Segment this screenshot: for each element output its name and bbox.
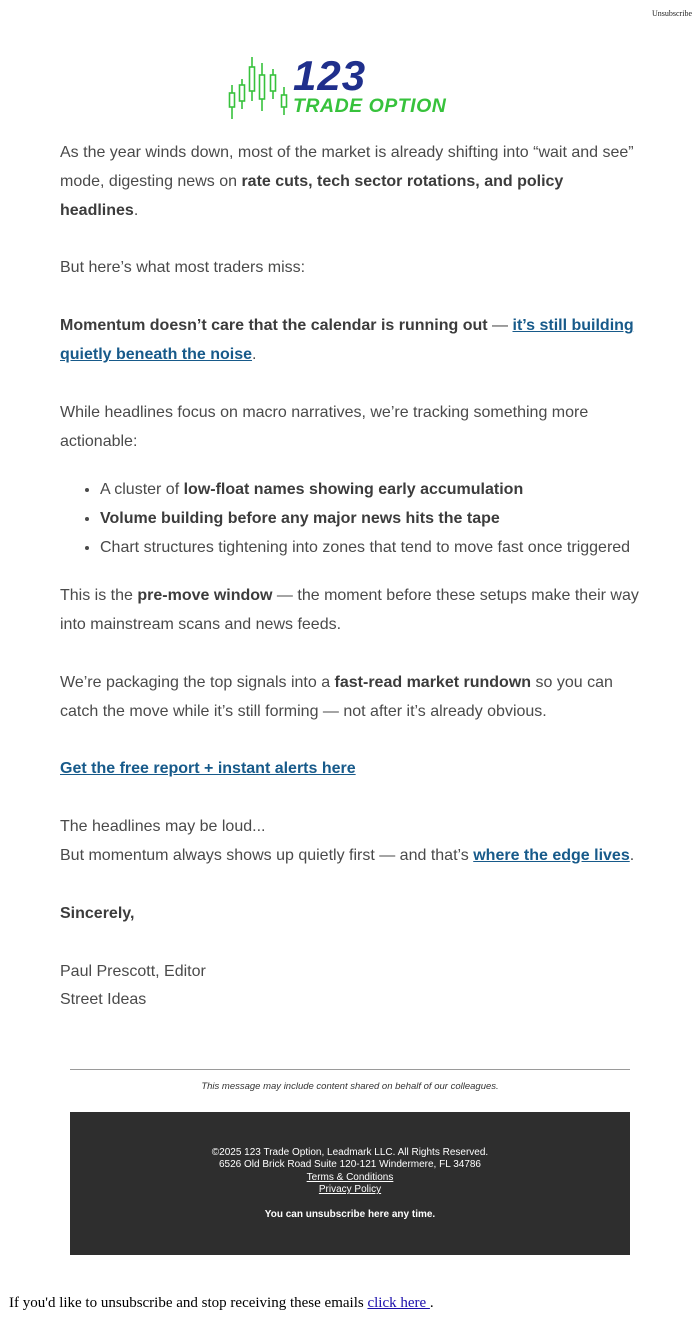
premove-paragraph (60, 582, 645, 640)
intro-end: . (133, 201, 139, 219)
closing-line-1: The headlines may be loud... (60, 818, 266, 836)
building-link[interactable]: it’s still building quietly beneath the noise (60, 317, 634, 363)
terms-link[interactable]: Terms & Conditions (306, 1171, 394, 1183)
email-body (60, 139, 645, 1044)
intro-text: As the year winds down, most of the market is already shifting into “wait and see” mode, digesting news on (60, 144, 634, 190)
candlestick-chart-icon (227, 55, 291, 121)
momentum-bold: Momentum doesn’t care that the calendar is running out (60, 317, 488, 335)
list-item-text: Chart structures tightening into zones that tend to move fast once triggered (100, 538, 631, 556)
packaging-end: so you can catch the move while it’s still forming — not after it’s already obvious. (60, 673, 613, 720)
logo-tagline: TRADE OPTION (293, 95, 447, 117)
colleagues-note: This message may include content shared on behalf of our colleagues. (201, 1081, 499, 1092)
list-item (100, 505, 645, 534)
signature-block (60, 958, 645, 1016)
signature-name: Paul Prescott, Editor (60, 962, 206, 980)
cta-paragraph (60, 755, 645, 784)
list-item (100, 476, 645, 505)
intro-bold: rate cuts, tech sector rotations, and policy headlines (60, 172, 564, 219)
bottom-unsubscribe-line (9, 1295, 434, 1312)
brand-logo[interactable] (227, 52, 477, 121)
list-item (100, 534, 645, 563)
footer-box (70, 1112, 630, 1255)
signal-list (60, 476, 645, 562)
signoff: Sincerely, (60, 904, 135, 922)
edge-link[interactable]: where the edge lives (473, 846, 630, 864)
footer-divider (70, 1069, 630, 1070)
packaging-paragraph (60, 669, 645, 727)
intro-paragraph (60, 139, 645, 225)
click-here-link[interactable]: click here (367, 1295, 430, 1311)
free-report-link[interactable]: Get the free report + instant alerts here (60, 760, 356, 778)
momentum-paragraph (60, 312, 645, 370)
privacy-link[interactable]: Privacy Policy (318, 1184, 382, 1196)
closing-paragraph (60, 813, 645, 871)
bottom-text: If you'd like to unsubscribe and stop receiving these emails (9, 1295, 368, 1311)
premove-bold: pre-move window (137, 587, 273, 605)
signature-company: Street Ideas (60, 991, 147, 1009)
miss-paragraph: But here’s what most traders miss: (60, 259, 306, 277)
premove-end: — the moment before these setups make their way into mainstream scans and news feeds. (60, 587, 639, 633)
logo-number: 123 (293, 52, 367, 99)
footer-unsubscribe-text[interactable]: You can unsubscribe here any time. (264, 1208, 436, 1220)
top-unsubscribe-link[interactable]: Unsubscribe (652, 9, 692, 18)
bottom-end: . (429, 1295, 434, 1311)
momentum-dash: — (487, 317, 513, 335)
premove-text: This is the (60, 587, 138, 605)
momentum-end: . (252, 345, 257, 363)
copyright-text: ©2025 123 Trade Option, Leadmark LLC. All Rights Reserved. (211, 1147, 489, 1158)
list-item-bold: low-float names showing early accumulation (183, 481, 524, 499)
closing-line-2: But momentum always shows up quietly first — and that’s (60, 846, 474, 864)
packaging-text: We’re packaging the top signals into a (60, 673, 335, 691)
packaging-bold: fast-read market rundown (334, 673, 532, 691)
closing-end: . (629, 846, 635, 864)
signoff-paragraph (60, 900, 645, 929)
list-item-bold: Volume building before any major news hits the tape (100, 509, 500, 527)
tracking-paragraph: While headlines focus on macro narratives, we’re tracking something more actionable: (60, 403, 589, 450)
address-text: 6526 Old Brick Road Suite 120-121 Windermere, FL 34786 (219, 1159, 481, 1171)
list-item-text: A cluster of (100, 481, 184, 499)
